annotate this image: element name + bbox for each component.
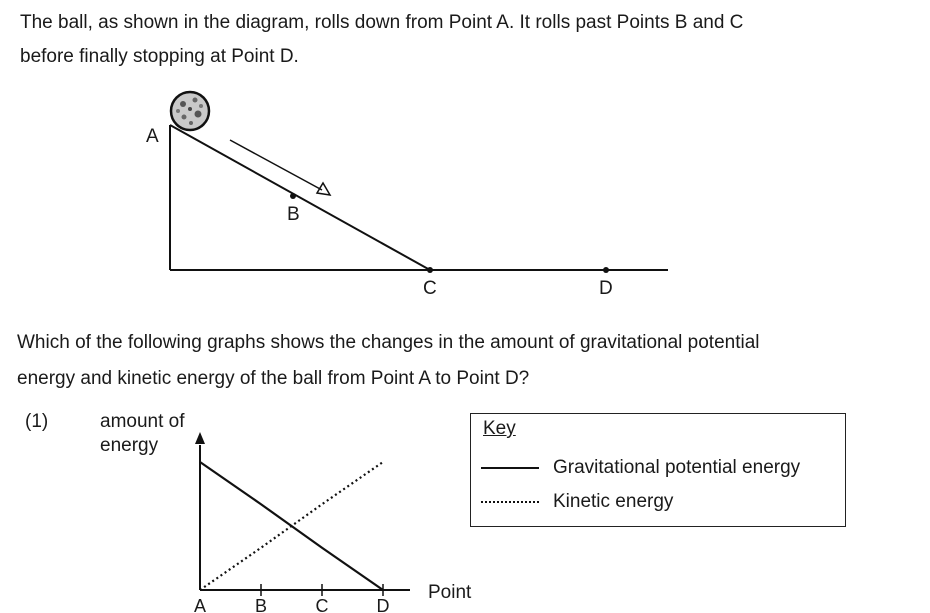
x-tick-label-b: B [254,596,268,613]
key-label-ke: Kinetic energy [553,491,674,512]
option-number: (1) [25,411,49,432]
point-d-dot [603,267,609,273]
key-item-ke [481,490,673,514]
x-tick-label-c: C [315,596,329,613]
key-box [470,413,846,527]
ball [171,92,209,130]
y-axis-label-line-1: amount of [100,411,185,432]
key-label-gpe: Gravitational potential energy [553,457,801,478]
point-c-dot [427,267,433,273]
intro-line-1: The ball, as shown in the diagram, rolls down from Point A. It rolls past Points B and C [20,12,744,33]
x-tick-label-d: D [376,596,390,613]
y-axis-label-line-2: energy [100,435,159,456]
x-axis-label: Point [428,582,472,603]
intro-line-2: before finally stopping at Point D. [20,46,299,67]
key-item-gpe [481,456,800,480]
point-b-dot [290,193,296,199]
key-title: Key [483,418,516,439]
ramp-diagram [146,92,668,299]
point-label-a: A [146,126,159,147]
point-label-c: C [423,278,437,299]
point-label-b: B [287,204,300,225]
solid-line-sample [481,467,539,469]
dotted-line-sample [481,501,539,503]
question-line-1: Which of the following graphs shows the changes in the amount of gravitational potential [17,332,760,353]
graph-y-axis-arrow [195,432,205,444]
energy-graph [194,432,410,613]
x-tick-label-a: A [193,596,207,613]
question-line-2: energy and kinetic energy of the ball from Point A to Point D? [17,368,530,389]
ramp-slope [170,125,430,270]
point-label-d: D [599,278,613,299]
